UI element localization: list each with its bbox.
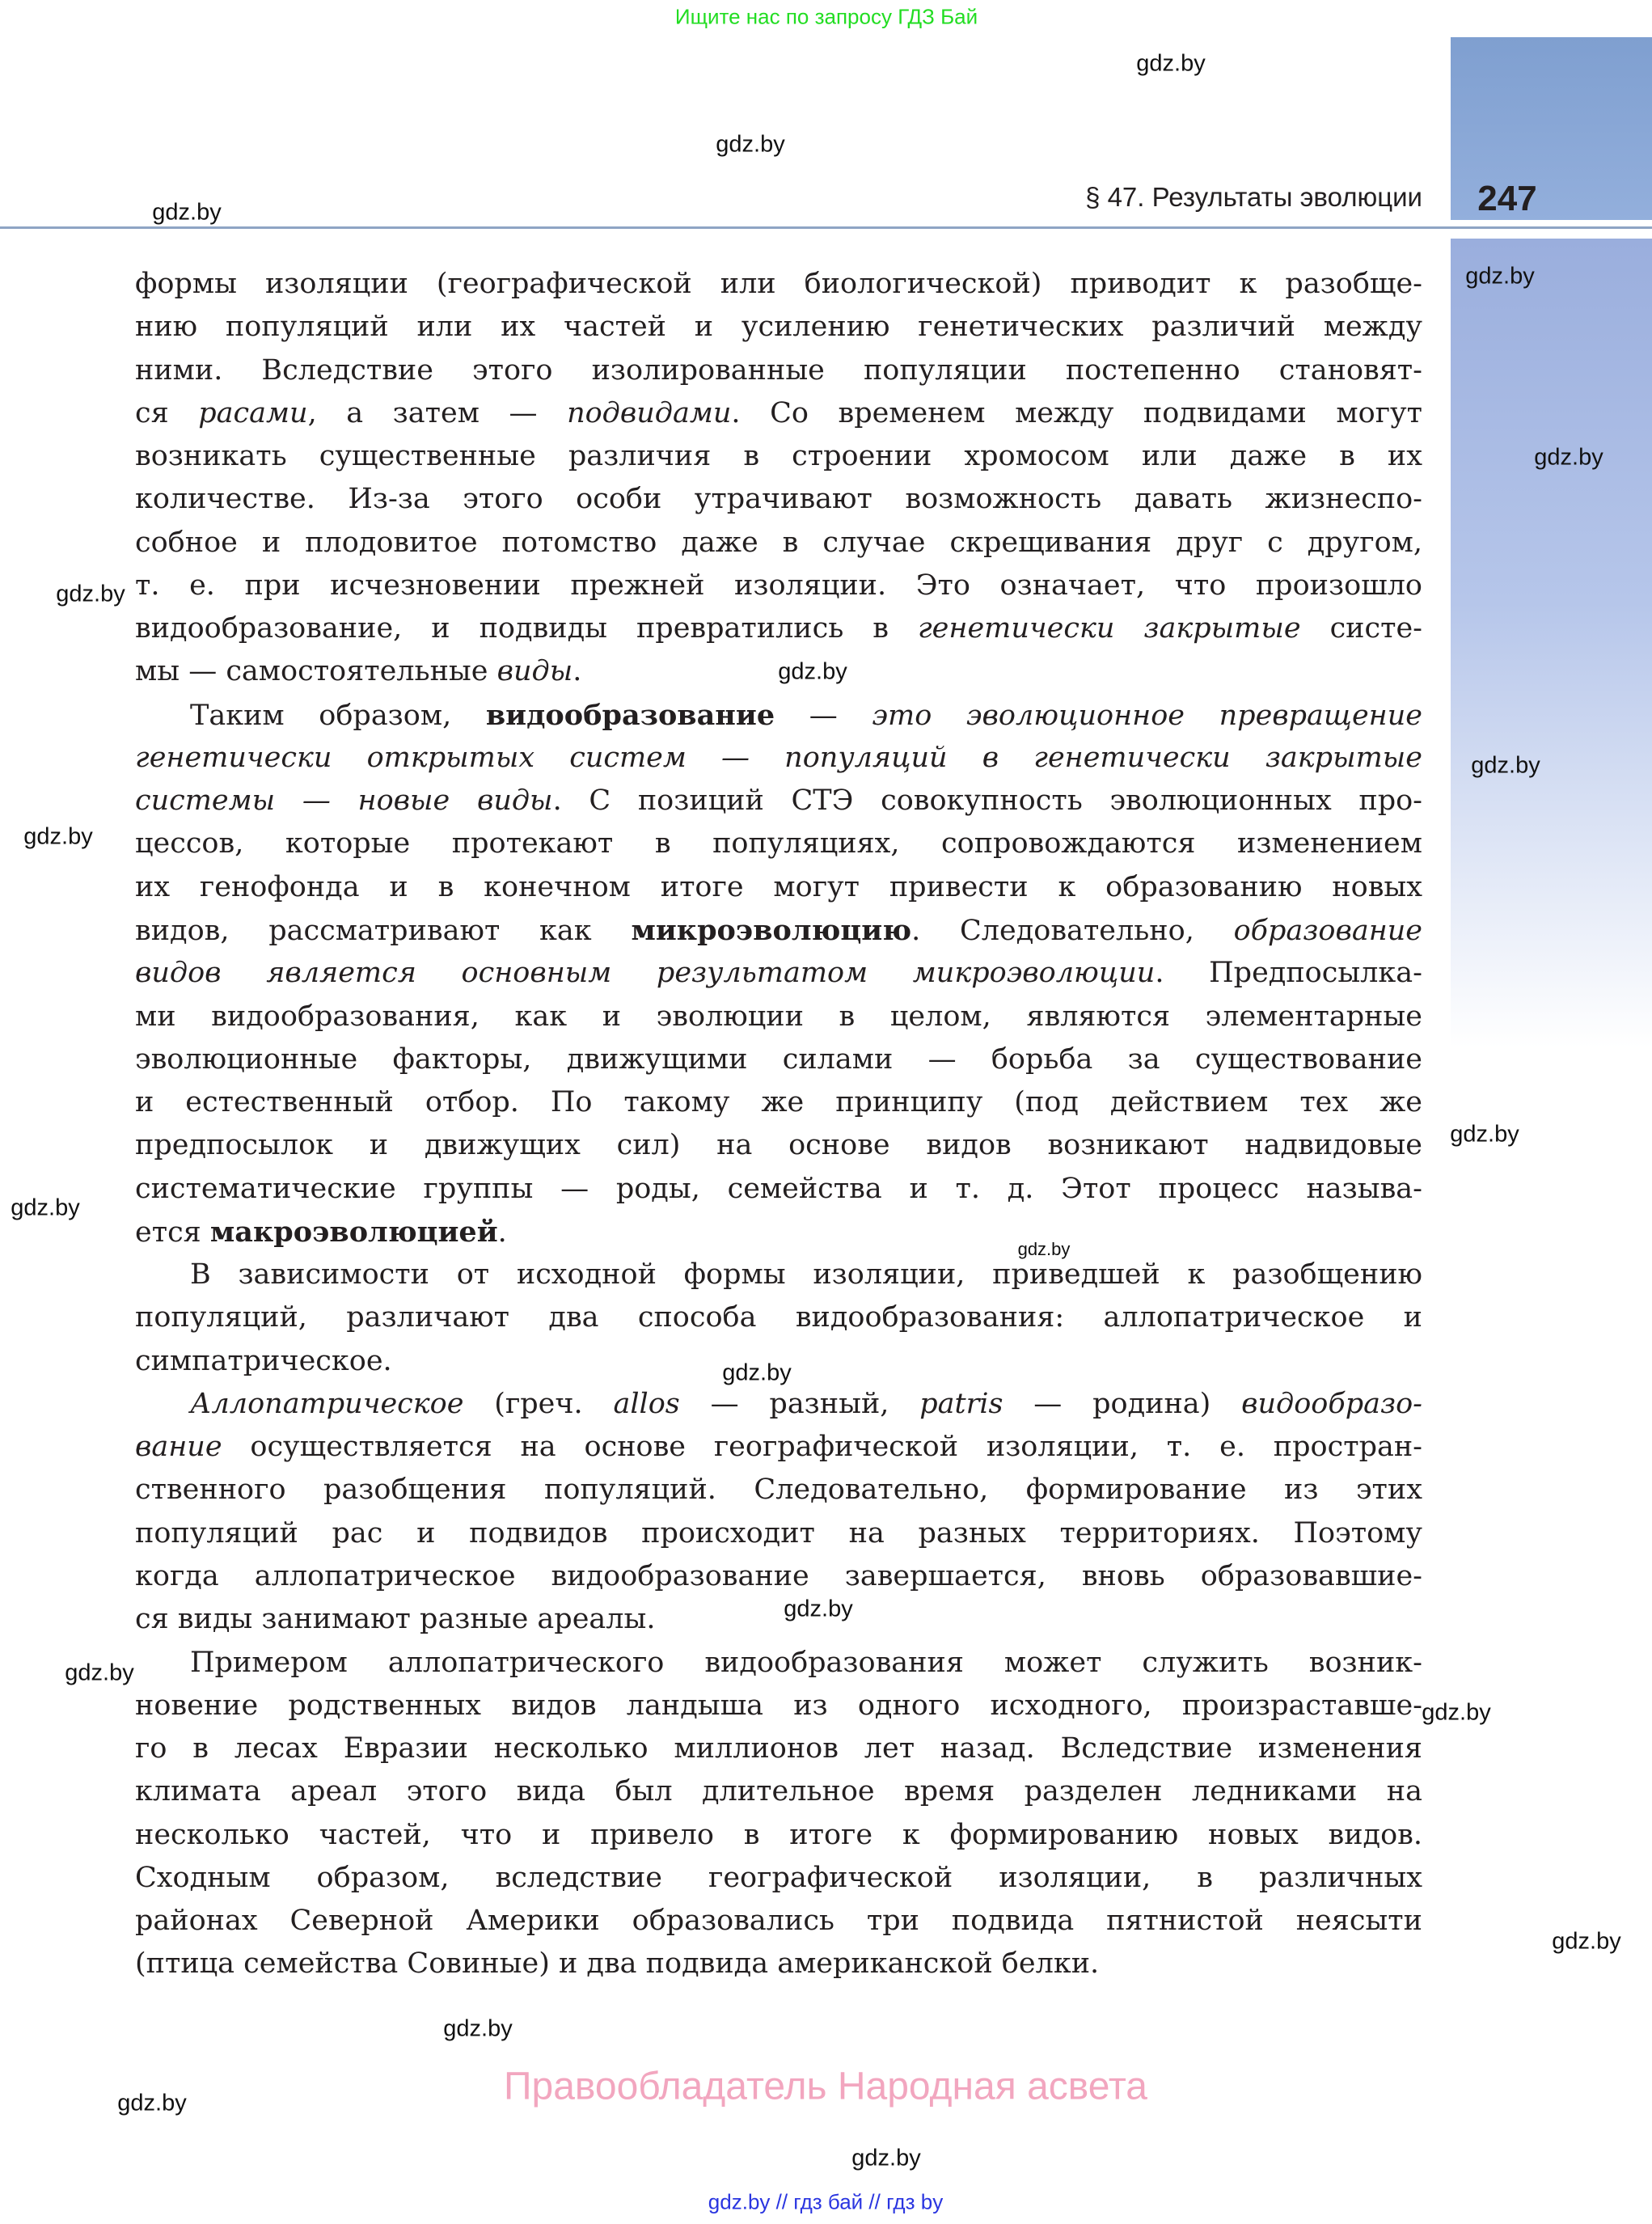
- text-span: ми видообразования, как и эволюции в целом, являются элементарные: [135, 1000, 1422, 1033]
- watermark: gdz.by: [1017, 1239, 1071, 1259]
- text-line: [135, 1426, 1422, 1469]
- text-line: [135, 349, 1422, 392]
- running-head-title: § 47. Результаты эволюции: [1085, 182, 1422, 212]
- search-banner: Ищите нас по запросу ГДЗ Бай: [674, 4, 978, 29]
- text-span: осуществляется на основе географической изоляции, т. е. простран-: [222, 1431, 1422, 1464]
- text-line: [135, 780, 1422, 822]
- text-span: (греч.: [463, 1387, 614, 1420]
- watermark: gdz.by: [722, 1359, 792, 1386]
- text-line: [135, 996, 1422, 1038]
- watermark: gdz.by: [851, 2145, 921, 2171]
- italic-term: образование: [1233, 914, 1423, 947]
- text-span: несколько частей, что и привело в итоге к формированию новых видов.: [135, 1818, 1422, 1851]
- text-span: цессов, которые протекают в популяциях, сопровождаются изменением: [135, 827, 1422, 860]
- bold-term: видообразование: [485, 698, 775, 732]
- text-span: климата ареал этого вида был длительное время разделен ледниками на: [135, 1775, 1422, 1808]
- bold-term: макроэволюцией: [209, 1215, 498, 1249]
- text-span: ся виды занимают разные ареалы.: [135, 1603, 656, 1636]
- italic-term: генетически закрытые: [917, 612, 1301, 645]
- italic-term: patris: [919, 1387, 1003, 1420]
- italic-term: вание: [135, 1431, 222, 1464]
- text-line: [135, 1124, 1422, 1167]
- text-span: мы — самостоятельные: [135, 655, 497, 688]
- text-line: [135, 1943, 1422, 1985]
- text-span: популяций рас и подвидов происходит на разных территориях. Поэтому: [135, 1516, 1422, 1550]
- text-span: и естественный отбор. По такому же принципу (под действием тех же: [135, 1086, 1422, 1119]
- text-span: районах Северной Америки образовались три подвида пятнистой неясыти: [135, 1905, 1422, 1938]
- text-line: [135, 435, 1422, 478]
- text-line: [135, 1038, 1422, 1081]
- text-span: систе-: [1300, 612, 1422, 645]
- text-line: [135, 1469, 1422, 1512]
- text-line: [135, 866, 1422, 909]
- text-line: [135, 306, 1422, 349]
- text-line: [135, 1383, 1422, 1426]
- text-line: [135, 1814, 1422, 1857]
- watermark: gdz.by: [716, 131, 785, 158]
- text-line: [135, 564, 1422, 607]
- header-divider: [0, 226, 1652, 229]
- watermark: gdz.by: [152, 199, 222, 226]
- text-span: .: [572, 655, 582, 688]
- text-span: —: [775, 699, 872, 732]
- watermark: gdz.by: [1471, 752, 1540, 779]
- text-line: [135, 1296, 1422, 1339]
- text-line: [135, 694, 1422, 737]
- text-line: [135, 1685, 1422, 1727]
- text-span: . Предпосылка-: [1155, 957, 1422, 990]
- text-line: [135, 263, 1422, 306]
- text-span: Таким образом,: [190, 699, 486, 732]
- text-line: [135, 1211, 1422, 1254]
- italic-term: расами: [198, 396, 308, 429]
- text-span: эволюционные факторы, движущими силами — борьба за существование: [135, 1042, 1422, 1076]
- watermark: gdz.by: [23, 823, 93, 850]
- text-line: [135, 1727, 1422, 1770]
- text-span: ся: [135, 396, 199, 429]
- side-margin-band: [1451, 239, 1652, 1047]
- text-span: видообразование, и подвиды превратились в: [135, 612, 918, 645]
- text-line: [135, 607, 1422, 650]
- text-span: формы изоляции (географической или биологической) приводит к разобще-: [135, 268, 1422, 300]
- italic-term: это эволюционное превращение: [872, 699, 1422, 732]
- footer-links[interactable]: gdz.by // гдз бай // гдз by: [708, 2189, 944, 2214]
- text-line: [135, 1254, 1422, 1296]
- italic-term: подвидами: [567, 396, 732, 429]
- text-line: [135, 952, 1422, 995]
- watermark: gdz.by: [65, 1660, 134, 1686]
- text-line: [135, 392, 1422, 435]
- watermark: gdz.by: [784, 1596, 853, 1622]
- text-span: . С позиций СТЭ совокупность эволюционных про-: [552, 784, 1423, 818]
- watermark: gdz.by: [1422, 1699, 1491, 1726]
- body-text: [135, 263, 1422, 1986]
- text-line: [135, 737, 1422, 780]
- text-line: [135, 1512, 1422, 1555]
- text-span: (птица семейства Совиные) и два подвида американской белки.: [135, 1947, 1100, 1981]
- text-span: видов, рассматривают как: [135, 914, 632, 947]
- text-line: [135, 1081, 1422, 1124]
- text-line: [135, 1555, 1422, 1598]
- italic-term: видообразо-: [1241, 1387, 1422, 1420]
- text-line: [135, 909, 1422, 952]
- text-span: собное и плодовитое потомство даже в случае скрещивания друг с другом,: [135, 526, 1422, 559]
- watermark: gdz.by: [1136, 50, 1206, 77]
- copyright-notice: Правообладатель Народная асвета: [504, 2065, 1147, 2108]
- text-span: популяций, различают два способа видообразования: аллопатрическое и: [135, 1301, 1422, 1334]
- text-span: — родина): [1003, 1387, 1242, 1420]
- italic-term: allos: [613, 1387, 680, 1420]
- italic-term: генетически открытых систем — популяций в генетически закрытые: [135, 741, 1422, 774]
- text-span: Примером аллопатрического видообразования может служить возник-: [190, 1646, 1422, 1679]
- text-span: Сходным образом, вследствие географической изоляции, в различных: [135, 1861, 1422, 1894]
- text-span: , а затем —: [307, 396, 568, 429]
- italic-term: системы — новые виды: [135, 784, 553, 818]
- text-line: [135, 1598, 1422, 1641]
- text-span: В зависимости от исходной формы изоляции, приведшей к разобщению: [190, 1258, 1422, 1292]
- text-span: предпосылок и движущих сил) на основе видов возникают надвидовые: [135, 1129, 1422, 1162]
- text-span: го в лесах Евразии несколько миллионов лет назад. Вследствие изменения: [135, 1732, 1422, 1765]
- text-span: нию популяций или их частей и усилению генетических различий между: [135, 311, 1422, 344]
- watermark: gdz.by: [778, 658, 847, 685]
- text-line: [135, 522, 1422, 564]
- watermark: gdz.by: [1534, 444, 1603, 471]
- text-span: когда аллопатрическое видообразование завершается, вновь образовавшие-: [135, 1559, 1422, 1592]
- watermark: gdz.by: [56, 581, 125, 607]
- text-span: т. е. при исчезновении прежней изоляции. Это означает, что произошло: [135, 569, 1422, 602]
- italic-term: видов является основным результатом микроэволюции: [135, 957, 1156, 990]
- text-line: [135, 1857, 1422, 1900]
- text-line: [135, 822, 1422, 865]
- text-span: . Следовательно,: [911, 914, 1234, 947]
- text-line: [135, 1900, 1422, 1943]
- text-line: [135, 478, 1422, 521]
- bold-term: микроэволюцию: [631, 913, 912, 947]
- text-span: — разный,: [679, 1387, 920, 1420]
- watermark: gdz.by: [11, 1194, 80, 1221]
- text-line: [135, 1770, 1422, 1813]
- text-span: ними. Вследствие этого изолированные популяции постепенно становят-: [135, 353, 1422, 387]
- text-span: ется: [135, 1216, 210, 1249]
- watermark: gdz.by: [1552, 1928, 1621, 1955]
- text-span: систематические группы — роды, семейства и т. д. Этот процесс называ-: [135, 1172, 1422, 1205]
- watermark: gdz.by: [443, 2015, 513, 2042]
- text-span: их генофонда и в конечном итоге могут привести к образованию новых: [135, 870, 1422, 903]
- text-span: новение родственных видов ландыша из одного исходного, произраставше-: [135, 1689, 1422, 1722]
- watermark: gdz.by: [1450, 1121, 1519, 1148]
- watermark: gdz.by: [1465, 263, 1535, 290]
- text-span: возникать существенные различия в строении хромосом или даже в их: [135, 440, 1422, 473]
- text-span: ственного разобщения популяций. Следовательно, формирование из этих: [135, 1474, 1422, 1507]
- text-span: количестве. Из-за этого особи утрачивают возможность давать жизнеспо-: [135, 483, 1422, 516]
- watermark: gdz.by: [117, 2090, 187, 2116]
- text-line: [135, 1642, 1422, 1685]
- page-number: 247: [1477, 179, 1537, 218]
- text-span: .: [497, 1216, 507, 1249]
- text-span: . Со временем между подвидами могут: [731, 396, 1423, 429]
- italic-term: виды: [496, 655, 573, 688]
- text-line: [135, 1168, 1422, 1211]
- italic-term: Аллопатрическое: [190, 1387, 464, 1420]
- text-span: симпатрическое.: [135, 1344, 392, 1377]
